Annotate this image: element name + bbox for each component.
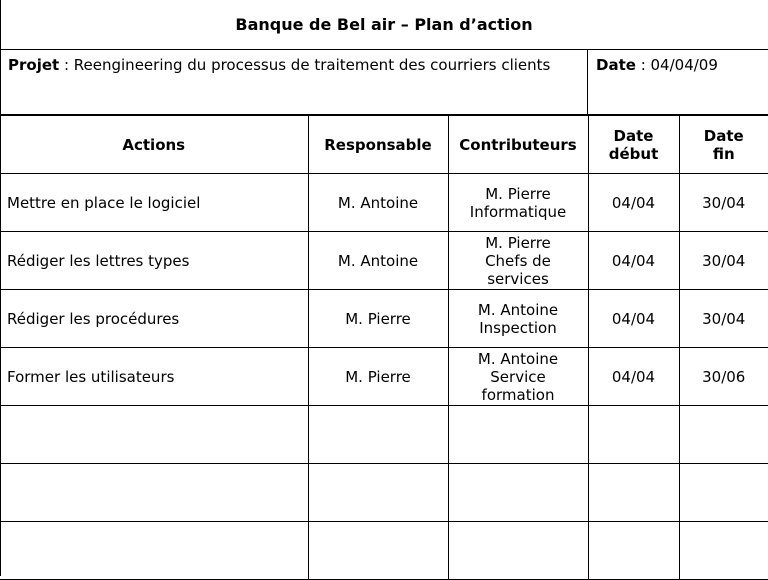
contributeur-line: Service [490,367,546,386]
project-value: Reengineering du processus de traitement des courriers clients [73,56,551,74]
empty-cell [588,406,679,464]
date-label: Date [596,56,636,74]
action-cell: Former les utilisateurs [0,348,308,406]
empty-cell [448,406,588,464]
date-debut-cell: 04/04 [588,348,679,406]
date-value: 04/04/09 [650,56,718,74]
contributeur-line: Chefs de [485,251,551,270]
empty-cell [0,406,308,464]
empty-cell [448,522,588,580]
empty-cell [588,464,679,522]
contributeurs-cell [448,232,588,290]
project-cell [0,50,588,115]
date-fin-cell: 30/06 [679,348,768,406]
contributeur-line: M. Antoine [477,349,559,368]
date-debut-cell: 04/04 [588,232,679,290]
left-border [0,0,1,576]
col-responsable: Responsable [308,116,448,174]
responsable-cell: M. Pierre [308,348,448,406]
contributeurs-cell [448,348,588,406]
contributeur-line: services [487,269,549,288]
empty-cell [0,464,308,522]
empty-cell [308,464,448,522]
date-cell [588,50,768,115]
col-date-fin-line1: Date [703,126,744,145]
date-fin-cell: 30/04 [679,232,768,290]
responsable-cell: M. Antoine [308,174,448,232]
table-row [0,232,768,290]
responsable-cell: M. Pierre [308,290,448,348]
table-row [0,290,768,348]
empty-row [0,464,768,522]
col-date-debut-line1: Date [613,126,654,145]
contributeur-line: formation [481,385,555,404]
contributeur-line: M. Pierre [485,184,551,203]
date-fin-cell: 30/04 [679,290,768,348]
table-row [0,348,768,406]
empty-cell [0,522,308,580]
date-debut-cell: 04/04 [588,290,679,348]
document-title: Banque de Bel air – Plan d’action [0,0,768,50]
date-fin-cell: 30/04 [679,174,768,232]
date-debut-cell: 04/04 [588,174,679,232]
empty-row [0,406,768,464]
contributeur-line: M. Pierre [485,233,551,252]
project-label: Projet [8,56,60,74]
empty-cell [308,406,448,464]
empty-cell [679,464,768,522]
contributeur-line: Informatique [469,202,567,221]
action-table [0,115,768,580]
contributeurs-cell [448,174,588,232]
action-cell: Mettre en place le logiciel [0,174,308,232]
contributeurs-cell [448,290,588,348]
header-row [0,116,768,174]
table-row [0,174,768,232]
empty-cell [679,406,768,464]
contributeur-line: M. Antoine [477,300,559,319]
empty-cell [588,522,679,580]
col-contributeurs: Contributeurs [448,116,588,174]
col-date-fin-line2: fin [712,144,735,163]
empty-row [0,522,768,580]
col-date-debut-line2: début [608,144,659,163]
date-separator: : [635,56,651,74]
empty-cell [448,464,588,522]
col-date-fin [679,116,768,174]
action-cell: Rédiger les procédures [0,290,308,348]
col-date-debut [588,116,679,174]
responsable-cell: M. Antoine [308,232,448,290]
project-separator: : [59,56,74,74]
empty-cell [308,522,448,580]
empty-cell [679,522,768,580]
col-actions: Actions [0,116,308,174]
contributeur-line: Inspection [479,318,557,337]
action-cell: Rédiger les lettres types [0,232,308,290]
